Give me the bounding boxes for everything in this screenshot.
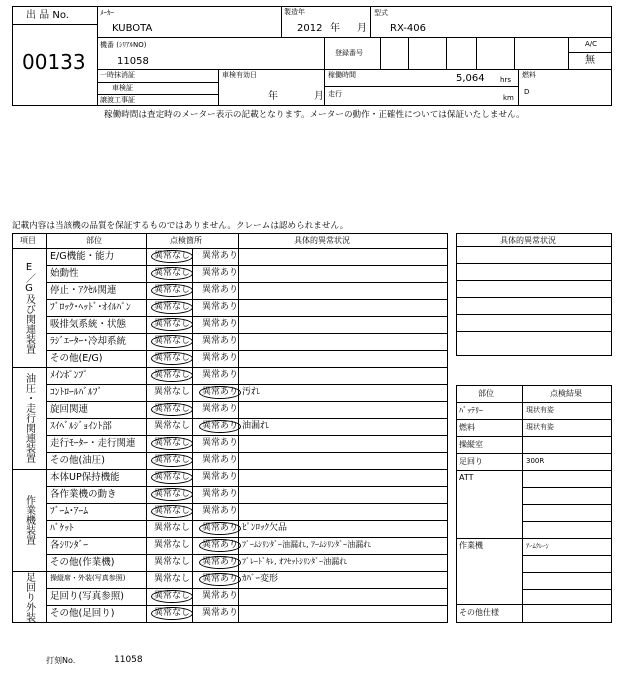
model-label: 型式 xyxy=(374,9,388,17)
year-value: 2012 xyxy=(297,23,323,34)
month-unit: 月 xyxy=(357,23,367,34)
table-rule xyxy=(12,248,448,249)
result-part-fuel: 燃料 xyxy=(459,423,475,432)
row-detail: 油漏れ xyxy=(242,421,270,431)
serial-value: 11058 xyxy=(117,56,149,67)
fuel-value: D xyxy=(524,88,530,96)
result-work-value: ｱｰﾑｸﾚｰﾝ xyxy=(526,542,549,550)
status-abnormal: 異常あり xyxy=(202,506,239,516)
row-part: 各作業機の動き xyxy=(50,489,117,500)
inspection-month-unit: 月 xyxy=(314,91,324,102)
column-item-header: 項目 xyxy=(20,236,36,245)
row-part: ﾒｲﾝﾎﾟﾝﾌﾟ xyxy=(50,370,89,381)
vehicle-cert-label: 車検証 xyxy=(112,84,133,92)
table-rule xyxy=(46,333,448,334)
serial-label: 機番 (ｼﾘｱﾙNO) xyxy=(100,41,147,49)
temp-reg-label: 一時抹消証 xyxy=(100,71,135,79)
row-part: 本体UP保持機能 xyxy=(50,472,120,483)
row-part: 足回り(写真参照) xyxy=(50,591,124,602)
fuel-label: 燃料 xyxy=(522,71,536,79)
row-part: 走行ﾓｰﾀｰ・走行関連 xyxy=(50,438,136,449)
result-part-battery: ﾊﾞｯﾃﾘｰ xyxy=(459,406,483,415)
status-normal: 異常なし xyxy=(151,369,193,382)
status-abnormal: 異常あり xyxy=(202,251,239,261)
table-rule xyxy=(46,435,448,436)
result-work-label: 作業機 xyxy=(459,541,483,550)
table-rule xyxy=(46,605,448,606)
ac-label: A/C xyxy=(585,40,598,48)
hours-disclaimer: 稼働時間は査定時のメーター表示の記載となります。メーターの動作・正確性については保証いたしません。 xyxy=(104,110,525,120)
status-normal: 異常なし xyxy=(151,301,193,314)
group-title: 作業機装置 xyxy=(23,495,35,545)
result-battery: 現状有姿 xyxy=(526,406,554,414)
row-part: ﾌﾞﾛｯｸ･ﾍｯﾄﾞ･ｵｲﾙﾊﾟﾝ xyxy=(50,302,131,313)
row-part: ﾌﾞｰﾑ･ｱｰﾑ xyxy=(50,506,89,517)
stamp-value: 11058 xyxy=(114,655,143,665)
row-part: ﾗｼﾞｴｰﾀｰ･冷却系統 xyxy=(50,336,127,347)
status-normal: 異常なし xyxy=(151,267,193,280)
status-abnormal: 異常あり xyxy=(202,472,239,482)
result-part-undercarriage: 足回り xyxy=(459,457,483,466)
status-abnormal: 異常あり xyxy=(199,420,241,433)
hours-value: 5,064 xyxy=(456,73,485,84)
status-abnormal: 異常あり xyxy=(202,336,239,346)
year-unit: 年 xyxy=(330,23,340,34)
status-abnormal: 異常あり xyxy=(199,522,241,535)
status-abnormal: 異常あり xyxy=(202,591,239,601)
model-value: RX-406 xyxy=(390,23,426,34)
status-abnormal: 異常あり xyxy=(202,438,239,448)
right-detail-header: 具体的異常状況 xyxy=(500,236,556,245)
status-normal: 異常なし xyxy=(151,454,193,467)
status-normal: 異常なし xyxy=(154,540,191,550)
row-part: 始動性 xyxy=(50,268,79,279)
status-normal: 異常なし xyxy=(151,437,193,450)
row-part: 操縦席・外装(写真参照) xyxy=(50,574,126,582)
status-normal: 異常なし xyxy=(151,250,193,263)
result-part-cab: 操縦室 xyxy=(459,440,483,449)
travel-unit: km xyxy=(503,94,514,102)
row-part: ﾊﾞｹｯﾄ xyxy=(50,523,74,534)
column-part-header: 部位 xyxy=(86,236,102,245)
row-part: その他(足回り) xyxy=(50,608,115,619)
group-title: E／G及び関連装置 xyxy=(23,261,35,354)
column-detail-header: 具体的異常状況 xyxy=(294,236,350,245)
registration-label: 登録番号 xyxy=(335,49,363,57)
table-rule xyxy=(46,554,448,555)
hours-label: 稼働時間 xyxy=(328,71,356,79)
status-normal: 異常なし xyxy=(154,387,191,397)
row-part: 吸排気系統・状態 xyxy=(50,319,127,330)
row-part: その他(作業機) xyxy=(50,557,115,568)
row-part: ｽｲﾍﾞﾙｼﾞｮｲﾝﾄ部 xyxy=(50,421,112,432)
table-rule xyxy=(12,469,448,470)
result-fuel: 現状有姿 xyxy=(526,423,554,431)
status-normal: 異常なし xyxy=(151,607,193,620)
result-undercarriage: 300R xyxy=(526,457,545,465)
inspection-year-unit: 年 xyxy=(268,91,278,102)
status-abnormal: 異常あり xyxy=(202,404,239,414)
table-rule xyxy=(46,452,448,453)
status-abnormal: 異常あり xyxy=(202,268,239,278)
status-normal: 異常なし xyxy=(151,403,193,416)
status-normal: 異常なし xyxy=(154,574,191,584)
table-rule xyxy=(46,401,448,402)
status-normal: 異常なし xyxy=(151,352,193,365)
result-part-header: 部位 xyxy=(478,389,494,398)
table-rule xyxy=(46,503,448,504)
table-rule xyxy=(12,571,448,572)
table-rule xyxy=(46,233,47,623)
table-rule xyxy=(46,316,448,317)
table-rule xyxy=(46,486,448,487)
status-normal: 異常なし xyxy=(151,505,193,518)
table-rule xyxy=(46,588,448,589)
status-normal: 異常なし xyxy=(151,590,193,603)
table-rule xyxy=(46,299,448,300)
result-att-label: ATT xyxy=(459,473,474,482)
result-header: 点検結果 xyxy=(550,389,582,398)
lot-number: 00133 xyxy=(22,50,86,74)
table-rule xyxy=(46,282,448,283)
row-detail: ﾋﾟﾝﾛｯｸ欠品 xyxy=(242,523,288,533)
status-normal: 異常なし xyxy=(154,557,191,567)
table-rule xyxy=(12,367,448,368)
row-part: 停止・ｱｸｾﾙ関連 xyxy=(50,285,117,296)
maker-value: KUBOTA xyxy=(112,23,153,34)
group-title: 油圧・走行関連装置 xyxy=(23,373,35,463)
status-abnormal: 異常あり xyxy=(202,370,239,380)
group-title: 足回り外装 xyxy=(23,571,35,622)
status-abnormal: 異常あり xyxy=(202,353,239,363)
table-rule xyxy=(46,350,448,351)
status-normal: 異常なし xyxy=(151,471,193,484)
status-abnormal: 異常あり xyxy=(202,285,239,295)
travel-label: 走行 xyxy=(328,90,342,98)
status-normal: 異常なし xyxy=(151,284,193,297)
status-abnormal: 異常あり xyxy=(202,319,239,329)
result-other-label: その他仕様 xyxy=(459,608,499,617)
status-normal: 異常なし xyxy=(151,488,193,501)
row-part: 各ｼﾘﾝﾀﾞｰ xyxy=(50,540,89,551)
transfer-cert-label: 譲渡工事証 xyxy=(100,96,135,104)
status-abnormal: 異常あり xyxy=(199,573,241,586)
row-part: その他(油圧) xyxy=(50,455,105,466)
status-abnormal: 異常あり xyxy=(202,489,239,499)
status-abnormal: 異常あり xyxy=(199,539,241,552)
row-part: その他(E/G) xyxy=(50,353,103,364)
status-abnormal: 異常あり xyxy=(202,455,239,465)
ac-value: 無 xyxy=(585,55,595,66)
status-normal: 異常なし xyxy=(154,523,191,533)
status-normal: 異常なし xyxy=(151,318,193,331)
table-rule xyxy=(146,233,147,623)
row-part: 旋回関連 xyxy=(50,404,89,415)
maker-label: ﾒｰｶｰ xyxy=(100,9,114,17)
inspection-table xyxy=(12,233,448,623)
row-detail: ﾌﾞﾚｰﾄﾞｷﾚ, ｵﾌｾｯﾄｼﾘﾝﾀﾞｰ油漏れ xyxy=(242,557,348,566)
table-rule xyxy=(46,537,448,538)
status-abnormal: 異常あり xyxy=(199,556,241,569)
table-rule xyxy=(46,384,448,385)
status-abnormal: 異常あり xyxy=(199,386,241,399)
hours-unit: hrs xyxy=(500,76,511,84)
status-abnormal: 異常あり xyxy=(202,608,239,618)
column-check-header: 点検箇所 xyxy=(170,236,202,245)
lot-label: 出 品 No. xyxy=(26,10,69,21)
status-abnormal: 異常あり xyxy=(202,302,239,312)
table-rule xyxy=(46,520,448,521)
inspection-label: 車検有効日 xyxy=(222,71,257,79)
row-detail: ﾌﾞｰﾑｼﾘﾝﾀﾞｰ油漏れ, ｱｰﾑｼﾘﾝﾀﾞｰ油漏れ xyxy=(242,540,372,549)
row-detail: ｶﾊﾞｰ変形 xyxy=(242,574,279,584)
row-part: E/G機能・能力 xyxy=(50,251,115,262)
table-rule xyxy=(46,265,448,266)
table-rule xyxy=(46,418,448,419)
inspection-disclaimer: 記載内容は当該機の品質を保証するものではありません。クレームは認められません。 xyxy=(12,221,349,231)
stamp-label: 打刻No. xyxy=(46,656,76,665)
row-detail: 汚れ xyxy=(242,387,261,397)
row-part: ｺﾝﾄﾛｰﾙﾊﾞﾙﾌﾞ xyxy=(50,387,103,398)
year-label: 製造年 xyxy=(284,8,305,16)
status-normal: 異常なし xyxy=(154,421,191,431)
status-normal: 異常なし xyxy=(151,335,193,348)
